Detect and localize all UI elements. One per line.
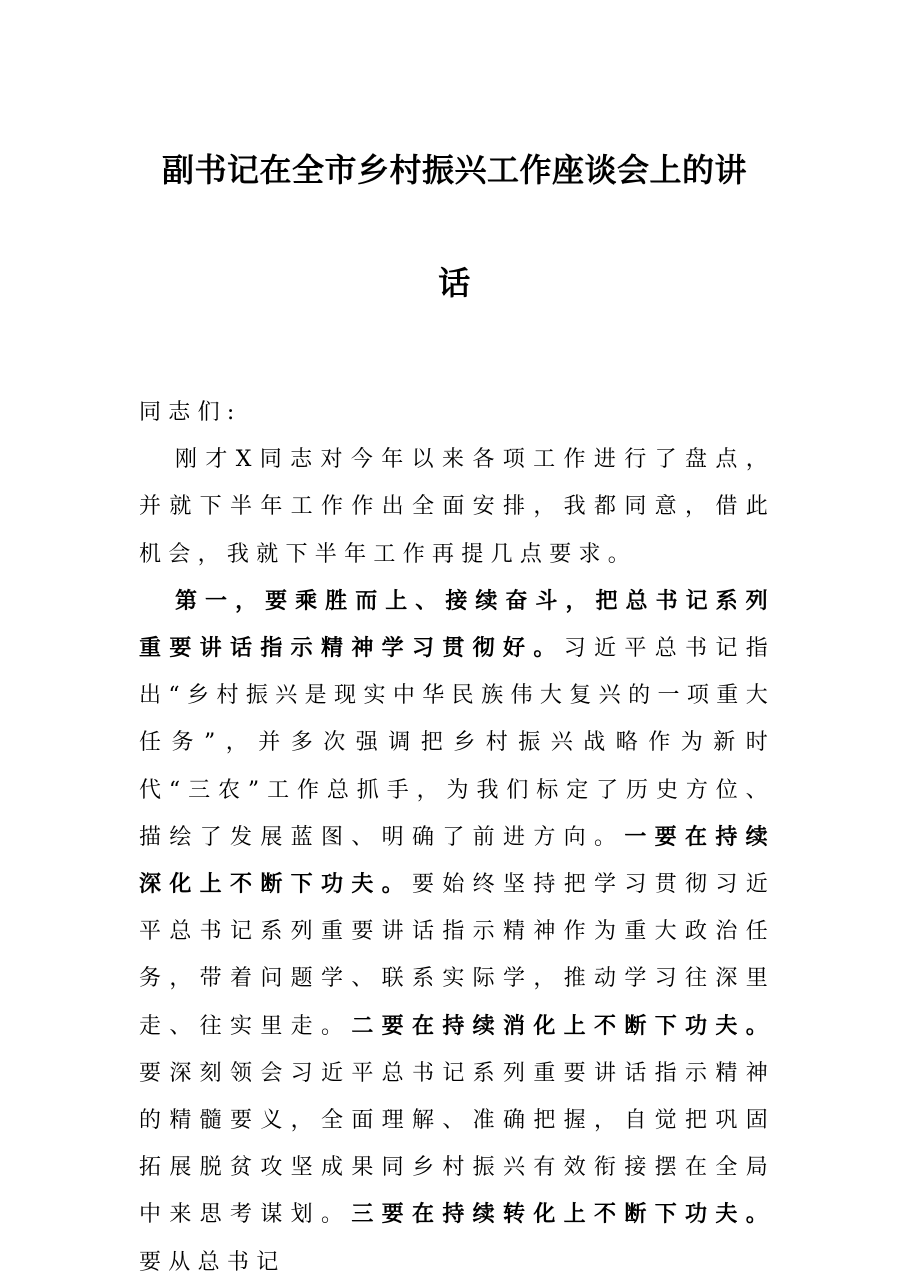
paragraph-text: 要深刻领会习近平总书记系列重要讲话指示精神的精髓要义，全面理解、准确把握，自觉把巩固拓展脱贫攻坚成果同乡村振兴有效衔接摆在全局中来思考谋划。 xyxy=(139,1060,775,1228)
document-title-line-2: 话 xyxy=(438,264,471,302)
paragraph-text: 习近平总书记指出“乡村振兴是现实中华民族伟大复兴的一项重大任务”，并多次强调把乡村振兴战略作为新时代“三农”工作总抓手，为我们标定了历史方位、描绘了发展蓝图、明确了前进方向。 xyxy=(139,636,775,850)
paragraph-text: 要从总书记 xyxy=(139,1249,286,1275)
sub-point-heading: 一要在持续深化上不断下功夫。 xyxy=(139,823,775,898)
paragraph-first-point xyxy=(139,578,775,1286)
section-heading: 第一，要乘胜而上、接续奋斗，把总书记系列重要讲话指示精神学习贯彻好。 xyxy=(139,587,775,662)
salutation: 同志们: xyxy=(139,400,242,425)
sub-point-heading: 二要在持续消化上不断下功夫。 xyxy=(351,1012,775,1039)
sub-point-heading: 三要在持续转化上不断下功夫。 xyxy=(351,1201,775,1228)
document-title-line-1: 副书记在全市乡村振兴工作座谈会上的讲 xyxy=(161,151,747,189)
document-body xyxy=(139,389,775,1286)
paragraph-intro: 刚才X同志对今年以来各项工作进行了盘点，并就下半年工作作出全面安排，我都同意，借此机会，我就下半年工作再提几点要求。 xyxy=(139,447,775,567)
paragraph-text: 要始终坚持把学习贯彻习近平总书记系列重要讲话指示精神作为重大政治任务，带着问题学、联系实际学，推动学习往深里走、往实里走。 xyxy=(139,872,775,1039)
